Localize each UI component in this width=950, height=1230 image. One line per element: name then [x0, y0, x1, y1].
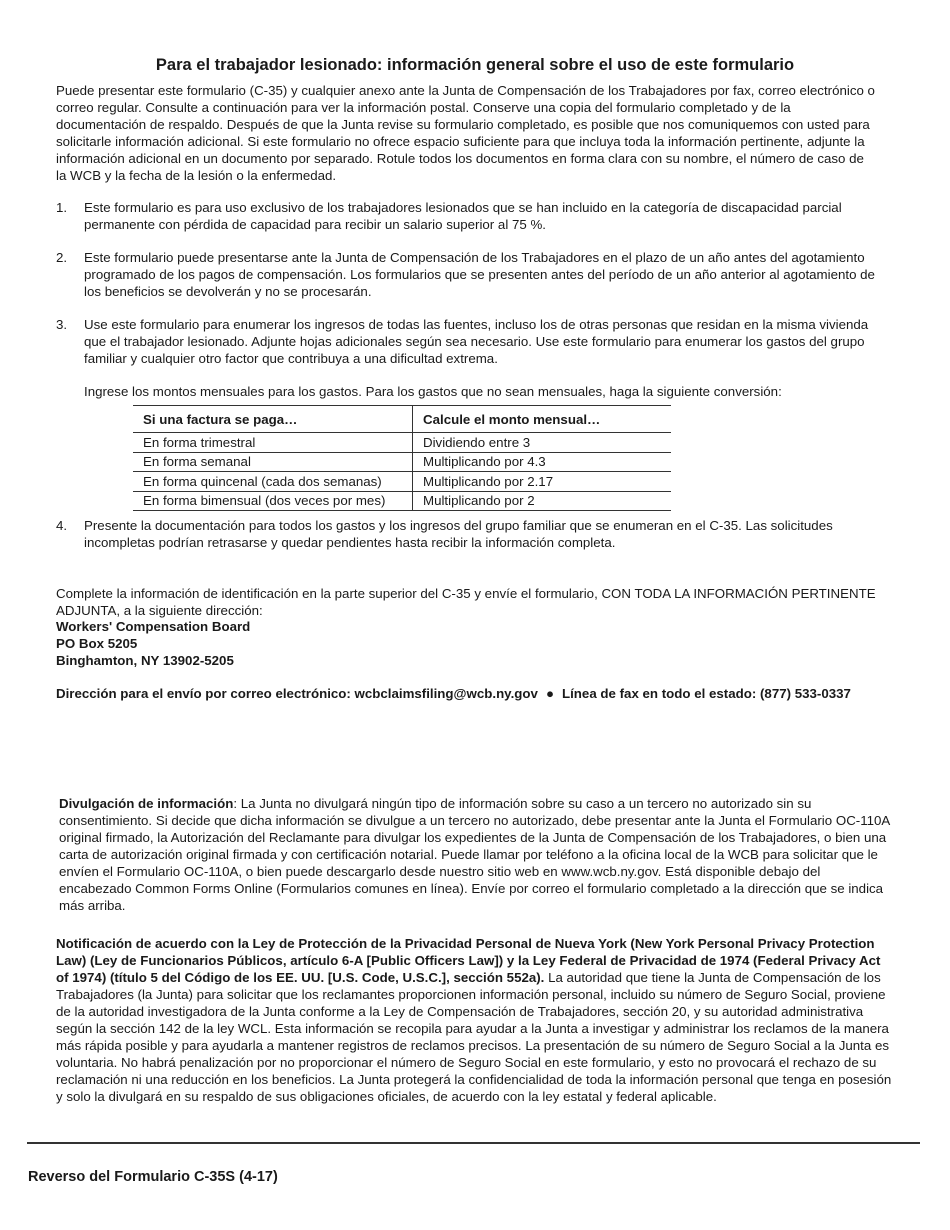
table-cell: Dividiendo entre 3: [413, 433, 672, 453]
form-footer: Reverso del Formulario C-35S (4-17): [28, 1169, 278, 1185]
contact-line: [56, 686, 851, 701]
table-cell: Multiplicando por 2: [413, 491, 672, 511]
table-header-row: [133, 406, 671, 433]
conversion-intro: Ingrese los montos mensuales para los gastos. Para los gastos que no sean mensuales, haga la siguiente conversión:: [84, 384, 782, 399]
list-text: Presente la documentación para todos los gastos y los ingresos del grupo familiar que se enumeran en el C-35. Las solicitudes incompletas podrían retrasarse y quedar pendientes hasta recibir la información completa.: [84, 518, 833, 550]
mailing-city: Binghamton, NY 13902-5205: [56, 653, 234, 668]
privacy-body: La autoridad que tiene la Junta de Compensación de los Trabajadores (la Junta) para solicitar que los reclamantes proporcionen información personal, incluido su número de Seguro Social, proviene de la autoridad investigadora de la Junta conforme a la Ley de Compensación de Trabajadores, sección 20, y su autoridad administrativa según la sección 142 de la ley WCL. Esta información se recopila para ayudar a la Junta a investigar y administrar los reclamos de la manera más rápida posible y para ayudarla a mantener registros de reclamos precisos. La presentación de su número de Seguro Social a la Junta es voluntaria. No habrá penalización por no proporcionar el número de Seguro Social en este formulario, y esto no provocará el rechazo de su reclamación ni una reducción en los beneficios. La Junta protegerá la confidencialidad de toda la información personal que tenga en posesión y solo la divulgará en su respaldo de sus obligaciones oficiales, de acuerdo con la ley estatal y federal aplicable.: [56, 970, 892, 1104]
table-row: [133, 491, 671, 511]
list-number: 2.: [56, 250, 68, 265]
table-cell: Multiplicando por 2.17: [413, 472, 672, 492]
page-title: Para el trabajador lesionado: información general sobre el uso de este formulario: [155, 56, 795, 74]
footer-divider: [27, 1142, 920, 1144]
table-cell: En forma trimestral: [133, 433, 413, 453]
privacy-paragraph: [56, 935, 896, 1105]
fax-contact: Línea de fax en todo el estado: (877) 533-0337: [561, 686, 851, 701]
mailing-box: PO Box 5205: [56, 636, 138, 651]
table-cell: En forma quincenal (cada dos semanas): [133, 472, 413, 492]
table-row: [133, 433, 671, 453]
list-text: Este formulario puede presentarse ante la Junta de Compensación de los Trabajadores en el plazo de un año antes del agotamiento programado de los pagos de compensación. Los formularios que se presenten antes del período de un año anterior al agotamiento de los beneficios se devolverán y no se procesarán.: [84, 250, 875, 299]
table-cell: Multiplicando por 4.3: [413, 452, 672, 472]
list-number: 3.: [56, 317, 68, 332]
list-text: Este formulario es para uso exclusivo de los trabajadores lesionados que se han incluido en la categoría de discapacidad parcial permanente con pérdida de capacidad para recibir un salario superior al 75 %.: [84, 200, 842, 232]
disclosure-body: : La Junta no divulgará ningún tipo de información sobre su caso a un tercero no autorizado sin su consentimiento. Si decide que dicha información se divulgue a un tercero no autorizado, debe presentar ante la Junta el Formulario OC-110A original firmado, la Autorización del Reclamante para divulgar los expedientes de la Junta de Compensación de los Trabajadores, o bien una carta de autorización original firmada y con certificación notarial. Puede llamar por teléfono a la oficina local de la WCB para solicitar que le envíen el Formulario OC-110A, o bien puede descargarlo desde nuestro sitio web en www.wcb.ny.gov. Está disponible debajo del encabezado Common Forms Online (Formularios comunes en línea). Envíe por correo el formulario completado a la dirección que se indica más arriba.: [59, 796, 890, 913]
disclosure-paragraph: [59, 795, 894, 914]
conversion-table: [133, 405, 671, 511]
column-header: Calcule el monto mensual…: [413, 406, 672, 433]
table-cell: En forma semanal: [133, 452, 413, 472]
intro-paragraph: Puede presentar este formulario (C-35) y cualquier anexo ante la Junta de Compensación de los Trabajadores por fax, correo electrónico o correo regular. Consulte a continuación para ver la información postal. Conserve una copia del formulario completado y de la documentación de respaldo. Después de que la Junta revise su formulario completado, es posible que nos comuniquemos con usted para solicitarle información adicional. Si este formulario no ofrece espacio suficiente para que incluya toda la información pertinente, adjunte la información adicional en un documento por separado. Rotule todos los documentos en forma clara con su nombre, el número de caso de la WCB y la fecha de la lesión o la enfermedad.: [56, 83, 875, 183]
list-number: 4.: [56, 518, 68, 533]
mailing-intro: Complete la información de identificación en la parte superior del C-35 y envíe el formulario, CON TODA LA INFORMACIÓN PERTINENTE ADJUNTA, a la siguiente dirección:: [56, 586, 876, 618]
list-number: 1.: [56, 200, 68, 215]
table-row: [133, 472, 671, 492]
table-row: [133, 452, 671, 472]
privacy-heading: Notificación de acuerdo con la Ley de Protección de la Privacidad Personal de Nueva York (New York Personal Privacy Protection Law) (Ley de Funcionarios Públicos, artículo 6-A [Public Officers Law]) y la Ley Federal de Privacidad de 1974 (Federal Privacy Act of 1974) (título 5 del Código de los EE. UU. [U.S. Code, U.S.C.], sección 552a).: [56, 936, 881, 985]
table-cell: En forma bimensual (dos veces por mes): [133, 491, 413, 511]
list-text: Use este formulario para enumerar los ingresos de todas las fuentes, incluso los de otras personas que residan en la misma vivienda que el trabajador lesionado. Adjunte hojas adicionales según sea necesario. Use este formulario para enumerar los gastos del grupo familiar y cualquier otro factor que contribuya a una dificultad extrema.: [84, 317, 869, 366]
email-contact: Dirección para el envío por correo electrónico: wcbclaimsfiling@wcb.ny.gov: [56, 686, 538, 701]
mailing-name: Workers' Compensation Board: [56, 619, 251, 634]
disclosure-heading: Divulgación de información: [59, 796, 234, 811]
column-header: Si una factura se paga…: [133, 406, 413, 433]
bullet-separator: ●: [545, 686, 554, 701]
